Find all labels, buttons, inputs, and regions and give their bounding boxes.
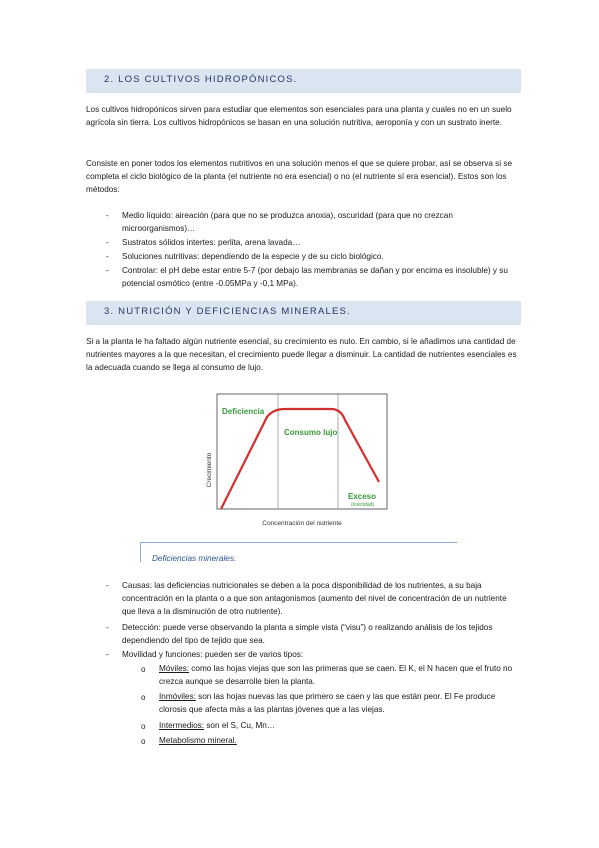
sub-bullet-circle: o [141, 722, 146, 731]
x-axis-label: Concentración del nutriente [262, 520, 342, 527]
bullet-dash: - [106, 238, 109, 247]
y-axis-label: Crecimiento [206, 452, 213, 488]
caption-rule [140, 542, 457, 543]
bullet-dash: - [106, 211, 109, 220]
list-item-deteccion: Detección: puede verse observando la planta a simple vista (“visu”) o realizando análisis de los tejidos dependiendo del tipo de tejido que sea. [122, 623, 493, 646]
zone-label-exceso: Exceso [348, 492, 377, 501]
method-item-solid: Sustratos sólidos intertes: perlita, arena lavada… [122, 238, 301, 247]
deficiency-curve-figure [197, 384, 397, 534]
subitem-term: Inmóviles: [159, 692, 196, 701]
sub-bullet-circle: o [141, 737, 146, 746]
section-2-paragraph-1: Los cultivos hidropónicos sirven para estudiar que elementos son esenciales para una planta y cuales no en un suelo agrícola sin tierra. Los cultivos hidropónicos se basan en una solución nutritiva, aeroponía y con un sustrato inerte. [86, 105, 512, 128]
figure-caption: Deficiencias minerales. [152, 554, 237, 563]
subitem-text: como las hojas viejas que son las primeras que se caen. El K, el N hacen que el fruto no crezca aunque se desarrolle bien la planta. [159, 664, 513, 687]
method-item-control: Controlar: el pH debe estar entre 5-7 (por debajo las membranas se dañan y por encima es insoluble) y su potencial osmótico (entre -0.05MPa y -0,1 MPa). [122, 266, 508, 289]
bullet-dash: - [106, 252, 109, 261]
section-2-heading [86, 69, 521, 93]
sub-bullet-circle: o [141, 693, 146, 702]
zone-label-consumo: Consumo lujo [284, 428, 338, 437]
subitem-inmoviles [159, 690, 518, 716]
subitem-text: son el S, Cu, Mn… [204, 721, 276, 730]
subitem-metabolismo [159, 734, 518, 747]
subitem-term: Metabolismo mineral. [159, 736, 237, 745]
zone-label-toxicidad: (toxicidad) [351, 502, 375, 508]
subitem-text: son las hojas nuevas las que primero se caen y las que están peor. El Fe produce clorosis que afecta más a las plantas jóvenes que a las viejas. [159, 692, 496, 715]
bullet-dash: - [106, 623, 109, 632]
subitem-term: Intermedios: [159, 721, 205, 730]
list-item-causas: Causas: las deficiencias nutricionales se deben a la poca disponibilidad de los nutrientes, a su baja concentración en la planta o a que son antagonismos (aumento del nivel de concentración de un nutriente que lleva a la disminución de otro nutriente). [122, 581, 507, 617]
section-3-paragraph-1: Si a la planta le ha faltado algún nutriente esencial, su crecimiento es nulo. En cambio, si le añadimos una cantidad de nutrientes mayores a la que necesitan, el crecimiento puede llegar a disminuir. La cantidad de nutrientes esenciales es la adecuada cuando se llega al consumo de lujo. [86, 337, 517, 373]
list-item-movilidad: Movilidad y funciones: pueden ser de varios tipos: [122, 650, 304, 659]
section-2-title: 2. LOS CULTIVOS HIDROPÓNICOS. [104, 74, 298, 85]
bullet-dash: - [106, 650, 109, 659]
zone-label-deficiencia: Deficiencia [222, 407, 265, 416]
bullet-dash: - [106, 266, 109, 275]
method-item-solutions: Soluciones nutritivas: dependiendo de la especie y de su ciclo biológico. [122, 252, 384, 261]
caption-tick [140, 542, 141, 562]
section-2-paragraph-2: Consiste en poner todos los elementos nutritivos en una solución menos el que se quiere probar, así se observa si se completa el ciclo biológico de la planta (el nutriente no era esencial) o no (el nutriente sí era esencial). Estos son los métodos: [86, 159, 512, 195]
subitem-moviles [159, 662, 518, 688]
bullet-dash: - [106, 581, 109, 590]
section-3-heading [86, 301, 521, 325]
section-3-title: 3. NUTRICIÓN Y DEFICIENCIAS MINERALES. [104, 306, 351, 317]
subitem-term: Móviles: [159, 664, 190, 673]
method-item-liquid: Medio líquido: aireación (para que no se produzca anoxia), oscuridad (para que no crezcan microorganismos)… [122, 211, 453, 234]
subitem-intermedios [159, 719, 518, 732]
sub-bullet-circle: o [141, 665, 146, 674]
